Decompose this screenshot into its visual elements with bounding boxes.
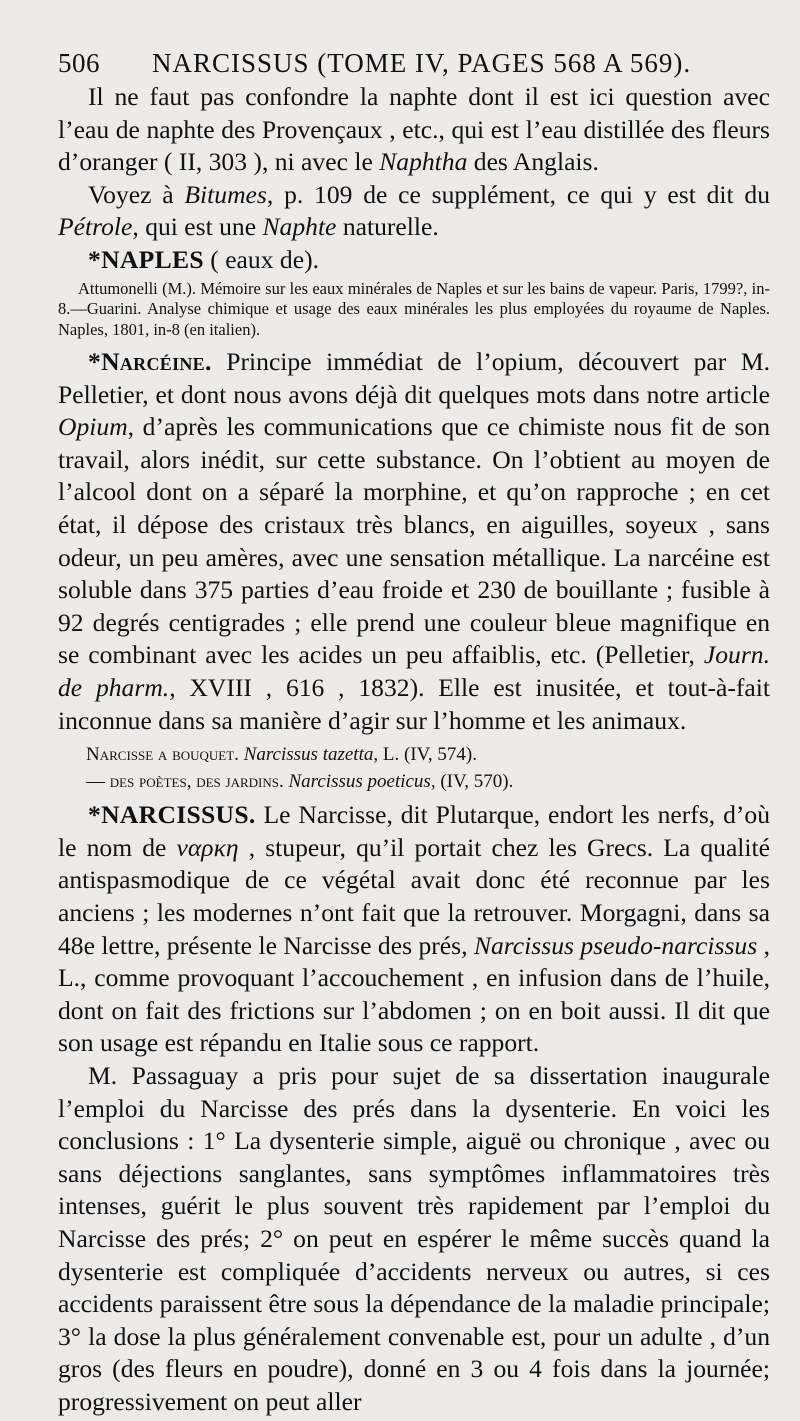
running-header	[58, 48, 770, 79]
narcisse-poetes-entry: — des poètes, des jardins. Narcissus poeticus, (IV, 570).	[86, 771, 514, 793]
narceine-entry: *Narcéine. Principe immédiat de l’opium, découvert par M. Pelletier, et dont nous avons déjà dit quelques mots dans notre article Opium, d’après les communications que ce chimiste nous fit de son travail, alors inédit, sur cette substance. On l’obtient au moyen de l’alcool dont on a séparé la morphine, et qu’on rapproche ; en cet état, il dépose des cristaux très blancs, en aiguilles, soyeux , sans odeur, un peu amères, avec une sensation métallique. La narcéine est soluble dans 375 parties d’eau froide et 230 de bouillante ; fusible à 92 degrés centigrades ; elle prend une couleur bleue magnifique en se combinant avec les acides un peu affaiblis, etc. (Pelletier, Journ. de pharm., XVIII , 616 , 1832). Elle est inusitée, et tout-à-fait inconnue dans sa manière d’agir sur l’homme et les animaux.	[58, 347, 770, 735]
naphte-paragraph-2: Voyez à Bitumes, p. 109 de ce supplément, ce qui y est dit du Pétrole, qui est une Naphte naturelle.	[58, 179, 770, 242]
page-number: 506	[58, 48, 100, 78]
narcissus-entry: *NARCISSUS. Le Narcisse, dit Plutarque, endort les nerfs, d’où le nom de ναρκη , stupeur, qu’il portait chez les Grecs. La qualité antispasmodique de ce végétal avait donc été reconnue par les anciens ; les modernes n’ont fait que la retrouver. Morgagni, dans sa 48e lettre, présente le Narcisse des prés, Narcissus pseudo-narcissus , L., comme provoquant l’accouchement , en infusion dans de l’huile, dont on fait des frictions sur l’abdomen ; on en boit aussi. Il dit que son usage est répandu en Italie sous ce rapport.	[58, 800, 770, 1058]
narcisse-bouquet-entry: Narcisse a bouquet. Narcissus tazetta, L. (IV, 574).	[86, 744, 477, 766]
naphte-paragraph-1: Il ne faut pas confondre la naphte dont il est ici question avec l’eau de naphte des Provençaux , etc., qui est l’eau distillée des fleurs d’oranger ( II, 303 ), ni avec le Naphtha des Anglais.	[58, 82, 770, 177]
naples-bibliography: Attumonelli (M.). Mémoire sur les eaux minérales de Naples et sur les bains de vapeur. Paris, 1799?, in-8.—Guarini. Analyse chimique et usage des eaux minérales les plus employées du royaume de Naples. Naples, 1801, in-8 (en italien).	[58, 278, 770, 339]
passaguay-paragraph: M. Passaguay a pris pour sujet de sa dissertation inaugurale l’emploi du Narcisse des prés dans la dysenterie. En voici les conclusions : 1° La dysenterie simple, aiguë ou chronique , avec ou sans déjections sanglantes, sans symptômes inflammatoires très intenses, guérit le plus souvent très rapidement par l’emploi du Narcisse des prés; 2° on peut en espérer le même succès quand la dysenterie est compliquée d’accidents nerveux ou autres, si ces accidents paraissent être sous la dépendance de la maladie principale; 3° la dose la plus généralement convenable est, pour un adulte , d’un gros (des fleurs en poudre), donné en 3 ou 4 fois dans la journée; progressivement on peut aller	[58, 1060, 770, 1416]
naples-heading: *NAPLES ( eaux de).	[88, 244, 319, 274]
running-title: NARCISSUS (TOME IV, PAGES 568 A 569).	[152, 48, 692, 78]
